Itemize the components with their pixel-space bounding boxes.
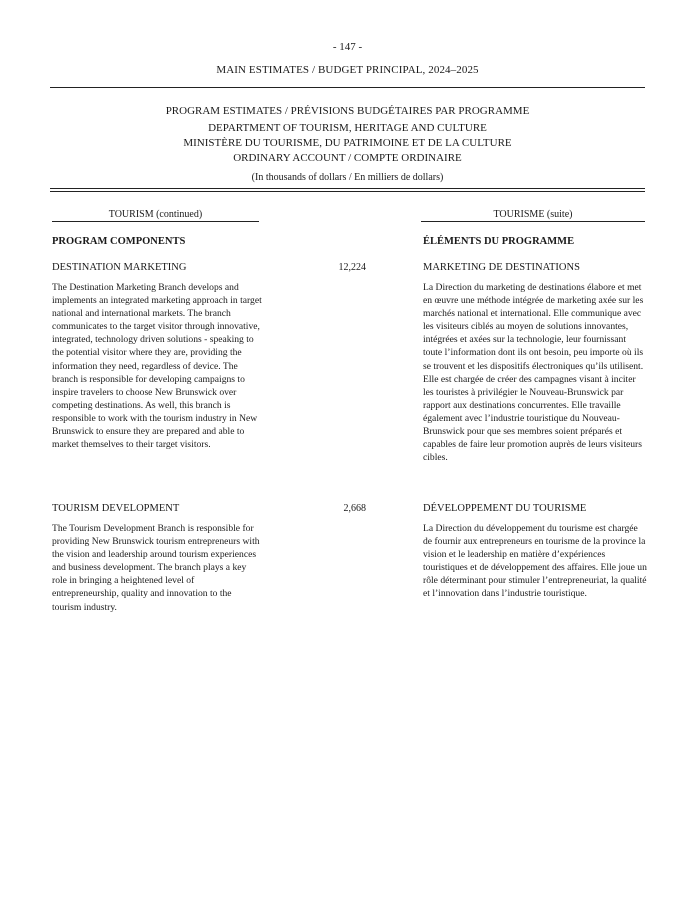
account-heading: ORDINARY ACCOUNT / COMPTE ORDINAIRE [233, 152, 462, 164]
header-rule-thick [50, 191, 645, 192]
document-title: MAIN ESTIMATES / BUDGET PRINCIPAL, 2024–2025 [216, 64, 479, 76]
program-title-fr: DÉVELOPPEMENT DU TOURISME [423, 503, 587, 514]
top-rule [50, 87, 645, 88]
page-number: - 147 - [332, 41, 363, 53]
department-heading-en: DEPARTMENT OF TOURISM, HERITAGE AND CULTURE [208, 122, 487, 134]
program-description-en: The Destination Marketing Branch develops and implements an integrated marketing approach in target national and international markets. The branch communicates to the target visitor through innovative, integrated, technology driven solutions - speaking to the potential visitor where they are, providing the information they need, regardless of device. The branch is responsible for developing campaigns to inspire travelers to choose New Brunswick over competing destinations. As well, this branch is responsible to work with the tourism industry in New Brunswick to ensure they are prepared and able to market themselves to their target visitors. [52, 282, 262, 451]
program-components-heading-en: PROGRAM COMPONENTS [52, 236, 186, 247]
program-amount: 12,224 [338, 262, 366, 273]
program-description-fr: La Direction du marketing de destinations élabore et met en œuvre une méthode intégrée de marketing axée sur les marchés national et international. Elle communique avec les visiteurs ciblés au moyen de solutions innovantes, intégrées et axées sur la technologie, leur fournissant toute l’information dont ils ont besoin, peu importe où ils se trouvent et les dispositifs électroniques qu’ils utilisent. Elle est chargée de créer des campagnes visant à inciter les touristes à privilégier le Nouveau-Brunswick par rapport aux destinations concurrentes. Elle travaille également avec l’industrie touristique du Nouveau-Brunswick pour que ses membres soient préparés et capables de faire leur promotion auprès de leurs visiteurs cibles. [423, 282, 644, 464]
section-title-en: TOURISM (continued) [108, 209, 203, 220]
program-title-fr: MARKETING DE DESTINATIONS [423, 262, 580, 273]
program-description-en: The Tourism Development Branch is responsible for providing New Brunswick tourism entrepreneurs with the vision and leadership around tourism experiences and business development. The branch plays a key role in bringing a heightened level of entrepreneurship, quality and innovation to the tourism industry. [52, 523, 260, 613]
program-amount: 2,668 [343, 503, 366, 514]
program-estimates-heading: PROGRAM ESTIMATES / PRÉVISIONS BUDGÉTAIRES PAR PROGRAMME [165, 105, 530, 117]
units-note: (In thousands of dollars / En milliers de dollars) [251, 172, 444, 183]
department-heading-fr: MINISTÈRE DU TOURISME, DU PATRIMOINE ET DE LA CULTURE [183, 137, 512, 149]
section-title-fr-underline [421, 221, 645, 222]
program-components-heading-fr: ÉLÉMENTS DU PROGRAMME [423, 236, 575, 247]
section-title-fr: TOURISME (suite) [493, 209, 573, 220]
header-rule-thin [50, 188, 645, 189]
program-title-en: TOURISM DEVELOPMENT [52, 503, 180, 514]
program-description-fr: La Direction du développement du tourisme est chargée de fournir aux entrepreneurs en tourisme de la province la vision et le leadership en matière d’expériences touristiques et de développement des affaires. Elle joue un rôle déterminant pour stimuler l’entrepreneuriat, la qualité et l’innovation dans l’industrie touristique. [423, 523, 647, 600]
program-title-en: DESTINATION MARKETING [52, 262, 187, 273]
section-title-en-underline [52, 221, 259, 222]
